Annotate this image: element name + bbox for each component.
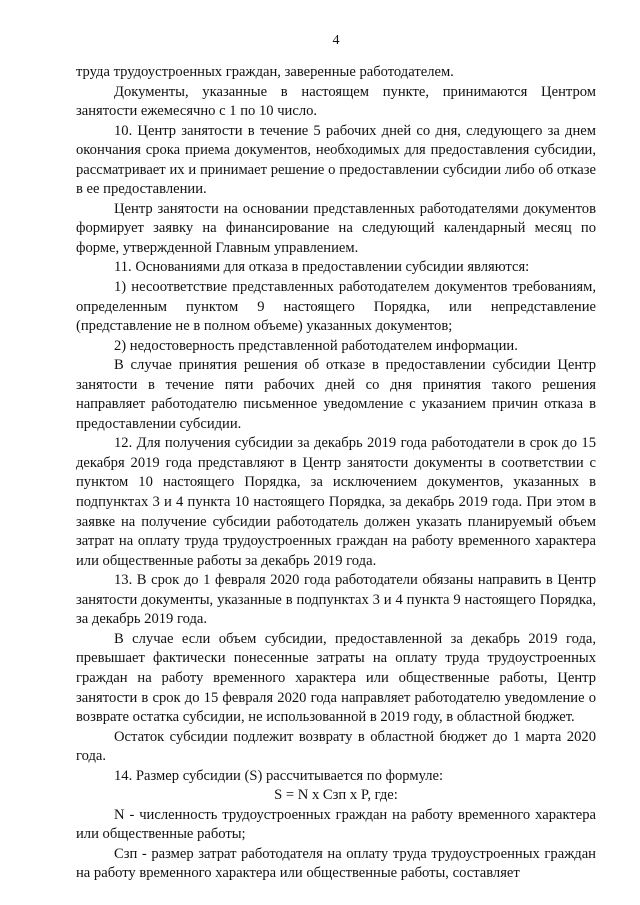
- paragraph: Сзп - размер затрат работодателя на оплату труда трудоустроенных граждан на работу временного характера или общественные работы, составляет: [76, 845, 596, 882]
- paragraph: 14. Размер субсидии (S) рассчитывается по формуле:: [114, 767, 444, 784]
- document-body: [76, 63, 596, 884]
- paragraph: В случае если объем субсидии, предоставленной за декабрь 2019 года, превышает фактически понесенные затраты на оплату труда трудоустроенных граждан на работу временного характера или общественные работы, Центр занятости в срок до 15 февраля 2020 года направляет работодателю уведомление о возврате остатка субсидии, не использованной в 2019 году, в областной бюджет.: [76, 630, 596, 726]
- page-number: 4: [332, 33, 340, 48]
- paragraph: 2) недостоверность представленной работодателем информации.: [114, 337, 518, 354]
- paragraph: Документы, указанные в настоящем пункте, принимаются Центром занятости ежемесячно с 1 по 10 число.: [76, 83, 596, 120]
- paragraph: труда трудоустроенных граждан, заверенные работодателем.: [76, 64, 454, 80]
- paragraph: 11. Основаниями для отказа в предоставлении субсидии являются:: [114, 259, 530, 276]
- paragraph: Остаток субсидии подлежит возврату в областной бюджет до 1 марта 2020 года.: [76, 728, 596, 765]
- paragraph: 12. Для получения субсидии за декабрь 2019 года работодатели в срок до 15 декабря 2019 года представляют в Центр занятости документы в соответствии с пунктом 10 настоящего Порядка, за исключением документов, указанных в подпунктах 3 и 4 пункта 10 настоящего Порядка, за декабрь 2019 года. При этом в заявке на получение субсидии работодатель должен указать планируемый объем затрат на оплату труда трудоустроенных граждан на работу временного характера или общественные работы за декабрь 2019 года.: [76, 435, 596, 569]
- paragraph: 10. Центр занятости в течение 5 рабочих дней со дня, следующего за днем окончания срока приема документов, необходимых для предоставления субсидии, рассматривает их и принимает решение о предоставлении субсидии либо об отказе в ее предоставлении.: [76, 122, 596, 198]
- paragraph: 13. В срок до 1 февраля 2020 года работодатели обязаны направить в Центр занятости документы, указанные в подпунктах 3 и 4 пункта 9 настоящего Порядка, за декабрь 2019 года.: [76, 572, 596, 628]
- paragraph: N - численность трудоустроенных граждан на работу временного характера или общественные работы;: [76, 806, 596, 843]
- paragraph: 1) несоответствие представленных работодателем документов требованиям, определенным пунктом 9 настоящего Порядка, или непредставление (представление не в полном объеме) указанных документов;: [76, 279, 596, 335]
- formula: S = N x Сзп x P, где:: [274, 787, 398, 804]
- document-page: [76, 0, 596, 905]
- paragraph: Центр занятости на основании представленных работодателями документов формирует заявку на финансирование на следующий календарный месяц по форме, утвержденной Главным управлением.: [76, 200, 596, 256]
- paragraph: В случае принятия решения об отказе в предоставлении субсидии Центр занятости в течение пяти рабочих дней со дня принятия такого решения направляет работодателю письменное уведомление с указанием причин отказа в предоставлении субсидии.: [76, 357, 596, 432]
